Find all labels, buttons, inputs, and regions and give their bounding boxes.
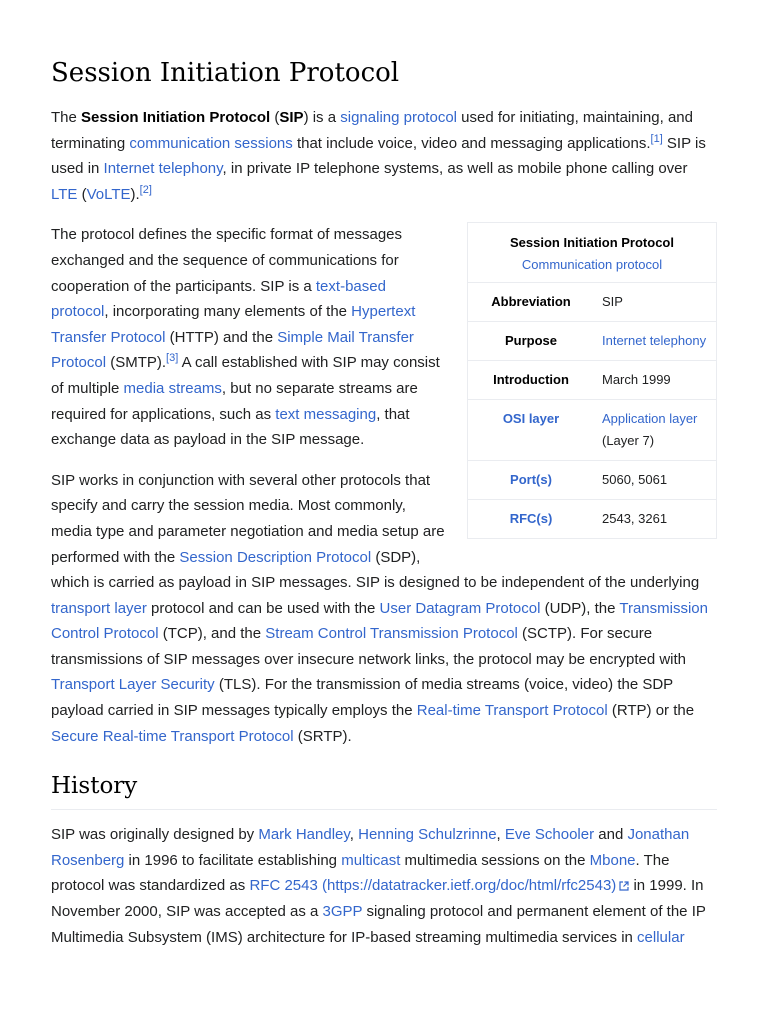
link-udp[interactable]: User Datagram Protocol [379, 599, 541, 617]
bold-term: Session Initiation Protocol [81, 109, 271, 126]
infobox-row-purpose [468, 322, 717, 361]
link-tcp[interactable]: Transmission Control Protocol [51, 599, 708, 643]
link-media-streams[interactable]: media streams [123, 379, 222, 397]
intro-paragraph: The Session Initiation Protocol (SIP) is a signaling protocol used for initiating, maintaining, and terminating communication sessions that include voice, video and messaging applications.[1] SIP is used in Internet telephony, in private IP telephone systems, as well as mobile phone calling over LTE (VoLTE).[2] [51, 109, 706, 203]
link-jonathan-rosenberg[interactable]: Jonathan Rosenberg [51, 826, 690, 869]
external-link-icon [619, 881, 629, 891]
reference-3[interactable]: [3] [166, 352, 179, 365]
link-signaling-protocol[interactable]: signaling protocol [340, 109, 457, 126]
link-cellular[interactable]: cellular [637, 928, 685, 946]
infobox-subtitle-link[interactable]: Communication protocol [521, 257, 663, 273]
infobox-row-abbreviation [468, 283, 717, 322]
infobox-link-rfcs[interactable]: RFC(s) [509, 511, 553, 527]
link-multicast[interactable]: multicast [341, 851, 401, 869]
section-heading-history: History [51, 771, 717, 810]
infobox-row-introduction [468, 361, 717, 400]
infobox-row-osi-layer [468, 400, 717, 461]
bold-abbrev: SIP [279, 109, 304, 126]
infobox-link-osi-layer[interactable]: OSI layer [502, 411, 560, 427]
infobox-value: 2543, 3261 [594, 500, 717, 539]
infobox-value: March 1999 [594, 361, 717, 400]
infobox-value-extra: (Layer 7) [602, 433, 655, 449]
reference-1[interactable]: [1] [650, 132, 663, 145]
reference-2[interactable]: [2] [139, 183, 152, 196]
link-communication-sessions[interactable]: communication sessions [129, 134, 293, 152]
link-srtp[interactable]: Secure Real-time Transport Protocol [51, 727, 294, 745]
paragraph-protocol-definition: The protocol defines the specific format of messages exchanged and the sequence of communications for cooperation of the participants. SIP is a text-based protocol, incorporating many elements of the Hypertext Transfer Protocol (HTTP) and the Simple Mail Transfer Protocol (SMTP).[3] A call established with SIP may consist of multiple media streams, but no separate streams are required for applications, such as text messaging, that exchange data as payload in the SIP message. [51, 226, 440, 449]
infobox-link-ports[interactable]: Port(s) [510, 472, 552, 488]
link-sctp[interactable]: Stream Control Transmission Protocol [265, 625, 518, 643]
infobox-link-application-layer[interactable]: Application layer [602, 411, 698, 427]
link-rtp[interactable]: Real-time Transport Protocol [416, 702, 608, 720]
infobox-label: Introduction [468, 361, 595, 400]
infobox-label: Purpose [468, 322, 595, 361]
infobox-link-internet-telephony[interactable]: Internet telephony [602, 333, 707, 349]
infobox-row-rfcs [468, 500, 717, 539]
link-transport-layer[interactable]: transport layer [51, 599, 147, 617]
link-volte[interactable]: VoLTE [86, 185, 131, 203]
link-smtp[interactable]: Simple Mail Transfer Protocol [51, 328, 414, 372]
link-internet-telephony[interactable]: Internet telephony [103, 160, 223, 178]
infobox-title: Session Initiation Protocol [510, 235, 674, 251]
link-henning-schulzrinne[interactable]: Henning Schulzrinne [358, 826, 497, 844]
link-3gpp[interactable]: 3GPP [322, 903, 363, 921]
infobox-row-ports [468, 461, 717, 500]
link-http[interactable]: Hypertext Transfer Protocol [51, 303, 416, 346]
link-rfc-2543[interactable]: RFC 2543 (https://datatracker.ietf.org/doc/html/rfc2543) [249, 877, 629, 894]
page-title: Session Initiation Protocol [51, 58, 400, 88]
infobox-value: SIP [594, 283, 717, 322]
infobox-label: Abbreviation [468, 283, 595, 322]
link-tls[interactable]: Transport Layer Security [51, 676, 215, 694]
link-eve-schooler[interactable]: Eve Schooler [504, 826, 595, 844]
link-ip-multimedia-subsystem[interactable]: IP Multimedia Subsystem [51, 903, 706, 946]
infobox-value: 5060, 5061 [594, 461, 717, 500]
paragraph-history: SIP was originally designed by Mark Handley, Henning Schulzrinne, Eve Schooler and Jonathan Rosenberg in 1996 to facilitate establishing multicast multimedia sessions on the Mbone. The protocol was standardized as RFC 2543 (https://datatracker.ietf.org/doc/html/rfc2543) in 1999. In November 2000, SIP was accepted as a 3GPP signaling protocol and permanent element of the IP Multimedia Subsystem (IMS) architecture for IP-based streaming multimedia services in cellular [51, 826, 706, 946]
link-mark-handley[interactable]: Mark Handley [258, 826, 350, 844]
link-lte[interactable]: LTE [51, 185, 78, 203]
infobox [467, 222, 717, 539]
link-text-messaging[interactable]: text messaging [275, 405, 377, 423]
paragraph-related-protocols: SIP works in conjunction with several other protocols that specify and carry the session media. Most commonly, media type and parameter negotiation and media setup are performed with the Session Description Protocol (SDP), which is carried as payload in SIP messages. SIP is designed to be independent of the underlying transport layer protocol and can be used with the User Datagram Protocol (UDP), the Transmission Control Protocol (TCP), and the Stream Control Transmission Protocol (SCTP). For secure transmissions of SIP messages over insecure network links, the protocol may be encrypted with Transport Layer Security (TLS). For the transmission of media streams (voice, video) the SDP payload carried in SIP messages typically employs the Real-time Transport Protocol (RTP) or the Secure Real-time Transport Protocol (SRTP). [51, 471, 708, 745]
link-mbone[interactable]: Mbone [589, 851, 636, 869]
link-sdp[interactable]: Session Description Protocol [179, 548, 372, 566]
link-text-based-protocol[interactable]: text-based protocol [51, 277, 386, 321]
